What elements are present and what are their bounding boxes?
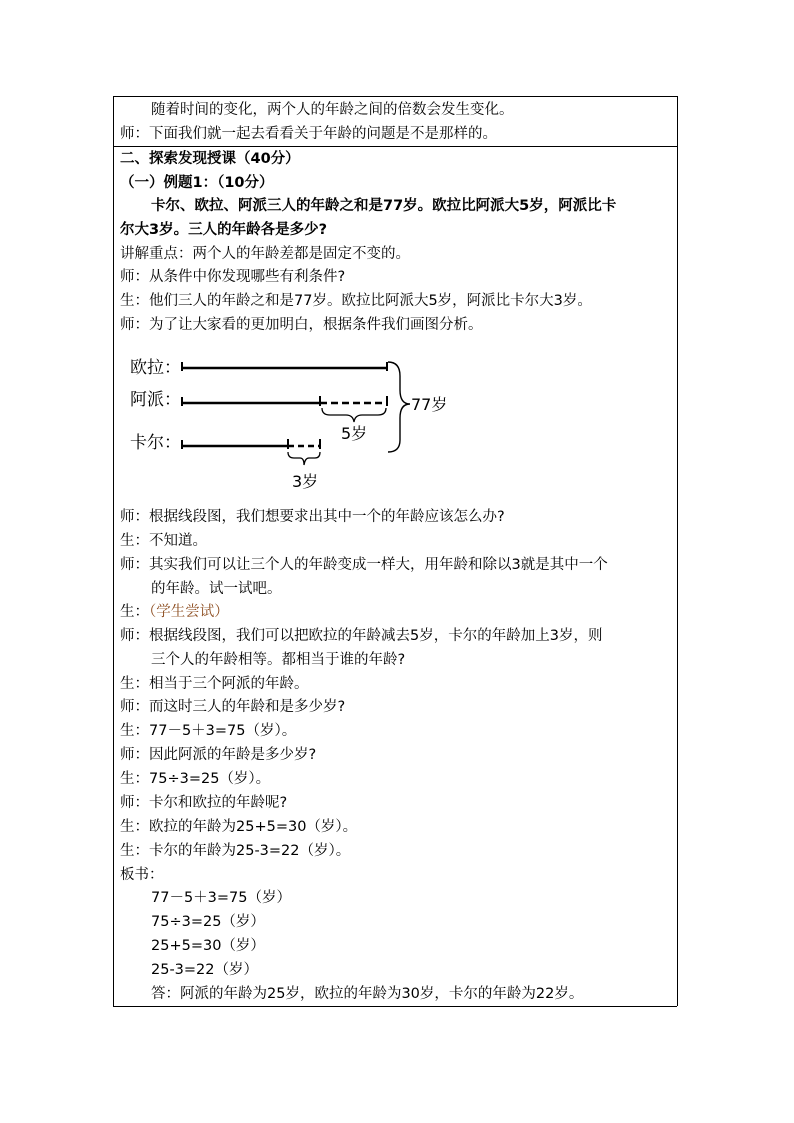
- teacher-line: 师：从条件中你发现哪些有利条件?: [120, 269, 346, 285]
- student-line: 生：他们三人的年龄之和是77岁。欧拉比阿派大5岁，阿派比卡尔大3岁。: [120, 293, 592, 309]
- teacher-line-cont: 的年龄。试一试吧。: [151, 581, 282, 597]
- segment-apai-dashed-extension: [320, 396, 387, 406]
- student-line: 生：欧拉的年龄为25+5=30（岁）。: [120, 819, 358, 835]
- brace-5-years: [322, 408, 386, 422]
- line-segment-diagram: [120, 348, 470, 493]
- key-point: 讲解重点：两个人的年龄差都是固定不变的。: [120, 246, 410, 262]
- intro-line-1: 随着时间的变化，两个人的年龄之间的倍数会发生变化。: [151, 102, 514, 118]
- segment-kaer: [182, 439, 288, 449]
- table-row-divider: [113, 146, 677, 147]
- board-line: 25+5=30（岁）: [151, 938, 265, 954]
- brace-total: [388, 362, 410, 452]
- label-ola: 欧拉：: [130, 358, 181, 378]
- teacher-line: 师：根据线段图，我们想要求出其中一个的年龄应该怎么办?: [120, 509, 505, 525]
- teacher-line: 师：根据线段图，我们可以把欧拉的年龄减去5岁，卡尔的年龄加上3岁，则: [120, 628, 603, 644]
- board-title: 板书：: [120, 867, 164, 883]
- student-line: 生：75÷3=25（岁）。: [120, 771, 271, 787]
- table-border-left: [113, 96, 114, 1006]
- student-try-note: （学生尝试）: [149, 604, 229, 620]
- segment-apai: [182, 396, 320, 406]
- teacher-line-cont: 三个人的年龄相等。都相当于谁的年龄?: [151, 652, 406, 668]
- intro-line-2: 师：下面我们就一起去看看关于年龄的问题是不是那样的。: [120, 126, 497, 142]
- problem-line-2: 尔大3岁。三人的年龄各是多少?: [120, 222, 327, 238]
- label-total-77-years: 77岁: [411, 395, 448, 414]
- student-line: 生：不知道。: [120, 533, 207, 549]
- board-line: 25-3=22（岁）: [151, 962, 259, 978]
- table-border-top: [113, 96, 677, 97]
- table-border-right: [677, 96, 678, 1006]
- label-3-years: 3岁: [292, 472, 319, 491]
- label-5-years: 5岁: [341, 424, 368, 443]
- segment-ola: [182, 362, 387, 371]
- board-answer: 答：阿派的年龄为25岁，欧拉的年龄为30岁，卡尔的年龄为22岁。: [151, 986, 584, 1002]
- label-kaer: 卡尔：: [130, 433, 181, 453]
- speaker-prefix: 生：: [120, 604, 149, 620]
- student-line: 生：卡尔的年龄为25-3=22（岁）。: [120, 843, 351, 859]
- example-title: （一）例题1：（10分）: [120, 175, 274, 191]
- problem-line-1: 卡尔、欧拉、阿派三人的年龄之和是77岁。欧拉比阿派大5岁，阿派比卡: [151, 198, 617, 214]
- table-border-bottom: [113, 1006, 677, 1007]
- teacher-line: 师：其实我们可以让三个人的年龄变成一样大，用年龄和除以3就是其中一个: [120, 557, 608, 573]
- teacher-line: 师：为了让大家看的更加明白，根据条件我们画图分析。: [120, 317, 483, 333]
- board-line: 75÷3=25（岁）: [151, 914, 265, 930]
- student-line: [120, 603, 229, 621]
- brace-3-years: [288, 452, 320, 465]
- teacher-line: 师：因此阿派的年龄是多少岁?: [120, 747, 317, 763]
- teacher-line: 师：卡尔和欧拉的年龄呢?: [120, 795, 288, 811]
- segment-kaer-dashed-extension: [288, 439, 320, 449]
- label-apai: 阿派：: [130, 390, 181, 410]
- student-line: 生：相当于三个阿派的年龄。: [120, 676, 309, 692]
- teacher-line: 师：而这时三人的年龄和是多少岁?: [120, 699, 346, 715]
- board-line: 77－5＋3=75（岁）: [151, 890, 292, 906]
- section-title: 二、探索发现授课（40分）: [120, 151, 300, 167]
- student-line: 生：77－5＋3=75（岁）。: [120, 723, 297, 739]
